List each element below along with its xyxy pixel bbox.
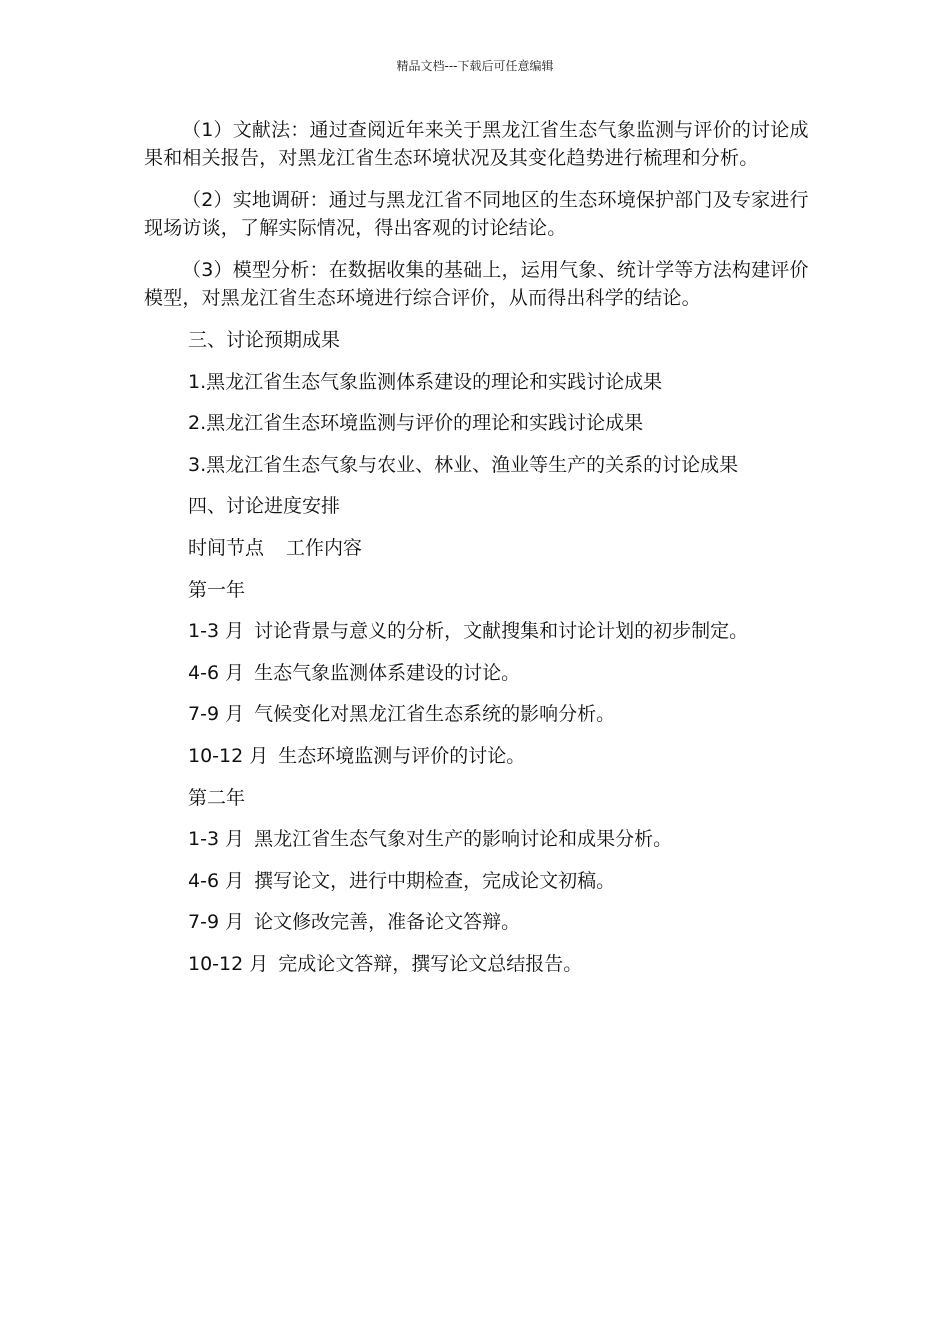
method-model-analysis: （3）模型分析：在数据收集的基础上，运用气象、统计学等方法构建评价模型，对黑龙江省生态环境进行综合评价，从而得出科学的结论。 [144,259,809,309]
schedule-content: 气候变化对黑龙江省生态系统的影响分析。 [254,703,616,726]
schedule-time: 7-9 月 [188,911,245,934]
schedule-content: 生态气象监测体系建设的讨论。 [254,661,521,684]
page-header: 精品文档---下载后可任意编辑 [396,59,554,73]
year-2-label: 第二年 [188,786,246,809]
schedule-time: 10-12 月 [188,952,269,975]
schedule-row [144,659,810,687]
schedule-content: 完成论文答辩，撰写论文总结报告。 [278,952,583,975]
schedule-header-content: 工作内容 [286,536,363,559]
document-body [144,116,810,992]
section-4-heading: 四、讨论进度安排 [188,495,341,518]
section-3-heading: 三、讨论预期成果 [188,329,341,351]
schedule-time: 4-6 月 [188,661,245,684]
schedule-header-row [144,534,810,562]
expected-result-1: 1.黑龙江省生态气象监测体系建设的理论和实践讨论成果 [188,370,663,393]
schedule-content: 生态环境监测与评价的讨论。 [278,744,526,767]
schedule-row [144,825,810,853]
schedule-time: 1-3 月 [188,828,245,851]
method-field-research: （2）实地调研：通过与黑龙江省不同地区的生态环境保护部门及专家进行现场访谈，了解实际情况，得出客观的讨论结论。 [144,189,809,239]
schedule-content: 撰写论文，进行中期检查，完成论文初稿。 [254,869,616,892]
schedule-row [144,700,810,728]
schedule-time: 1-3 月 [188,620,245,643]
schedule-content: 讨论背景与意义的分析，文献搜集和讨论计划的初步制定。 [254,620,749,643]
schedule-row [144,867,810,895]
schedule-row [144,950,810,978]
expected-result-2: 2.黑龙江省生态环境监测与评价的理论和实践讨论成果 [188,412,644,435]
expected-result-3: 3.黑龙江省生态气象与农业、林业、渔业等生产的关系的讨论成果 [188,453,739,476]
schedule-row [144,908,810,936]
schedule-content: 论文修改完善，准备论文答辩。 [254,911,521,934]
method-literature: （1）文献法：通过查阅近年来关于黑龙江省生态气象监测与评价的讨论成果和相关报告，对黑龙江省生态环境状况及其变化趋势进行梳理和分析。 [144,119,809,169]
schedule-content: 黑龙江省生态气象对生产的影响讨论和成果分析。 [254,828,673,851]
schedule-time: 7-9 月 [188,703,245,726]
schedule-row [144,617,810,645]
schedule-row [144,742,810,770]
schedule-time: 10-12 月 [188,744,269,767]
year-1-label: 第一年 [188,578,246,601]
schedule-time: 4-6 月 [188,869,245,892]
schedule-header-time: 时间节点 [188,536,265,559]
